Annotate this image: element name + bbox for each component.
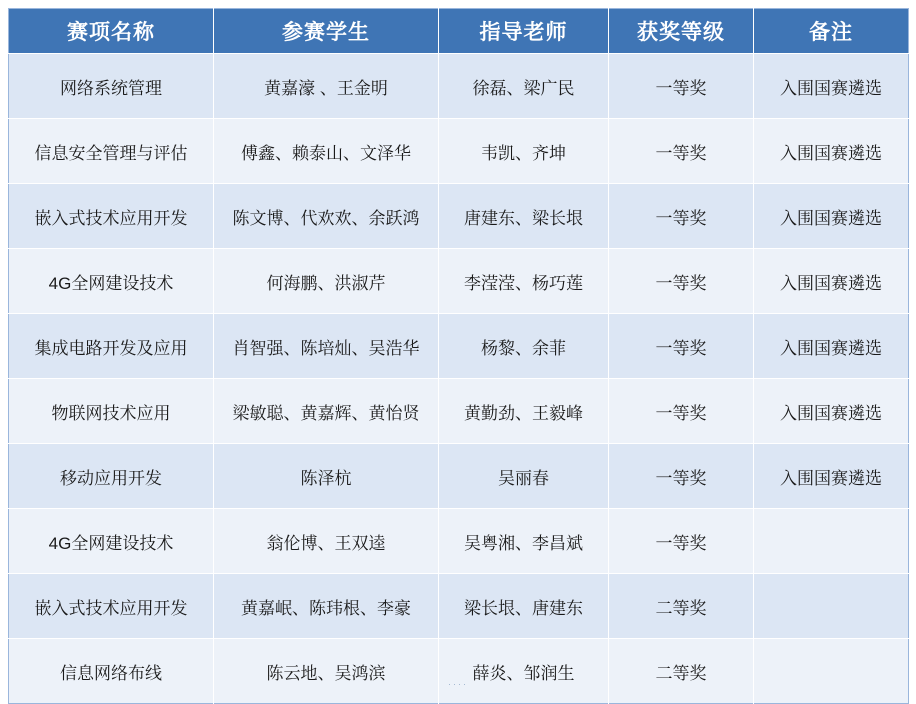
cell-note: 入围国赛遴选 bbox=[754, 379, 909, 444]
cell-award: 一等奖 bbox=[609, 444, 754, 509]
cell-award: 一等奖 bbox=[609, 509, 754, 574]
cell-note: 入围国赛遴选 bbox=[754, 54, 909, 119]
table-row bbox=[9, 444, 909, 509]
cell-students: 黄嘉岷、陈玮根、李豪 bbox=[214, 574, 439, 639]
cell-teachers: 薛炎、邹润生 bbox=[439, 639, 609, 704]
table-row bbox=[9, 574, 909, 639]
column-header-event: 赛项名称 bbox=[9, 9, 214, 54]
cell-event: 网络系统管理 bbox=[9, 54, 214, 119]
cell-note: 入围国赛遴选 bbox=[754, 119, 909, 184]
cell-event: 集成电路开发及应用 bbox=[9, 314, 214, 379]
cell-award: 一等奖 bbox=[609, 379, 754, 444]
cell-award: 一等奖 bbox=[609, 54, 754, 119]
cell-teachers: 唐建东、梁长垠 bbox=[439, 184, 609, 249]
cell-students: 陈文博、代欢欢、余跃鸿 bbox=[214, 184, 439, 249]
cell-event: 4G全网建设技术 bbox=[9, 509, 214, 574]
cell-note bbox=[754, 509, 909, 574]
cell-note: 入围国赛遴选 bbox=[754, 314, 909, 379]
cell-award: 二等奖 bbox=[609, 639, 754, 704]
cell-teachers: 吴粤湘、李昌斌 bbox=[439, 509, 609, 574]
table-row bbox=[9, 119, 909, 184]
cell-students: 陈泽杭 bbox=[214, 444, 439, 509]
cell-award: 一等奖 bbox=[609, 249, 754, 314]
cell-students: 肖智强、陈培灿、吴浩华 bbox=[214, 314, 439, 379]
cell-teachers: 徐磊、梁广民 bbox=[439, 54, 609, 119]
cell-award: 二等奖 bbox=[609, 574, 754, 639]
cell-teachers: 韦凯、齐坤 bbox=[439, 119, 609, 184]
cell-award: 一等奖 bbox=[609, 119, 754, 184]
table-row bbox=[9, 379, 909, 444]
cell-teachers: 吴丽春 bbox=[439, 444, 609, 509]
cell-teachers: 黄勤劲、王毅峰 bbox=[439, 379, 609, 444]
page-footer-dots: ···· bbox=[448, 679, 468, 689]
cell-award: 一等奖 bbox=[609, 184, 754, 249]
cell-event: 嵌入式技术应用开发 bbox=[9, 184, 214, 249]
table-body bbox=[9, 54, 909, 704]
cell-award: 一等奖 bbox=[609, 314, 754, 379]
cell-note bbox=[754, 639, 909, 704]
cell-students: 黄嘉濠 、王金明 bbox=[214, 54, 439, 119]
table-row bbox=[9, 249, 909, 314]
cell-event: 物联网技术应用 bbox=[9, 379, 214, 444]
cell-students: 陈云地、吴鸿滨 bbox=[214, 639, 439, 704]
table-row bbox=[9, 184, 909, 249]
table-row bbox=[9, 54, 909, 119]
table-header-row bbox=[9, 9, 909, 54]
table-row bbox=[9, 509, 909, 574]
table-row bbox=[9, 314, 909, 379]
cell-students: 翁伦博、王双逵 bbox=[214, 509, 439, 574]
cell-event: 信息网络布线 bbox=[9, 639, 214, 704]
column-header-students: 参赛学生 bbox=[214, 9, 439, 54]
cell-note: 入围国赛遴选 bbox=[754, 444, 909, 509]
cell-event: 嵌入式技术应用开发 bbox=[9, 574, 214, 639]
cell-students: 梁敏聪、黄嘉辉、黄怡贤 bbox=[214, 379, 439, 444]
column-header-award: 获奖等级 bbox=[609, 9, 754, 54]
column-header-teachers: 指导老师 bbox=[439, 9, 609, 54]
cell-students: 何海鹏、洪淑芹 bbox=[214, 249, 439, 314]
table-header bbox=[9, 9, 909, 54]
cell-students: 傅鑫、赖泰山、文泽华 bbox=[214, 119, 439, 184]
cell-teachers: 梁长垠、唐建东 bbox=[439, 574, 609, 639]
cell-note: 入围国赛遴选 bbox=[754, 249, 909, 314]
cell-note bbox=[754, 574, 909, 639]
award-results-table bbox=[8, 8, 909, 704]
cell-event: 移动应用开发 bbox=[9, 444, 214, 509]
cell-teachers: 李滢滢、杨巧莲 bbox=[439, 249, 609, 314]
cell-event: 4G全网建设技术 bbox=[9, 249, 214, 314]
cell-teachers: 杨黎、余菲 bbox=[439, 314, 609, 379]
column-header-note: 备注 bbox=[754, 9, 909, 54]
cell-note: 入围国赛遴选 bbox=[754, 184, 909, 249]
table-row bbox=[9, 639, 909, 704]
cell-event: 信息安全管理与评估 bbox=[9, 119, 214, 184]
